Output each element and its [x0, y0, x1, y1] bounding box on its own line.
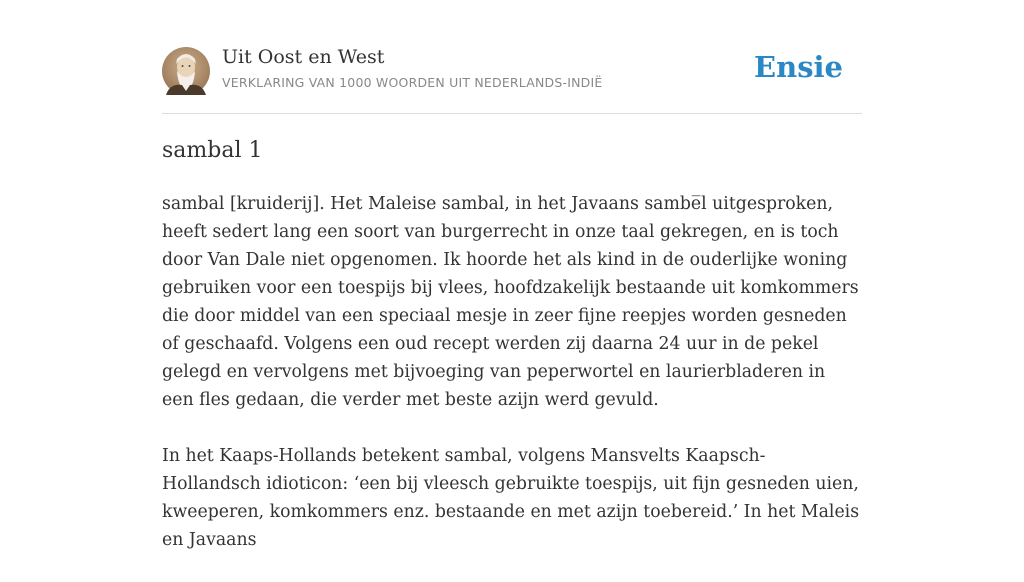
- source-avatar[interactable]: [162, 47, 210, 95]
- page-container: [162, 0, 862, 550]
- source-subtitle: VERKLARING VAN 1000 WOORDEN UIT NEDERLANDS-INDIË: [222, 75, 603, 90]
- brand-logo-link[interactable]: Ensie: [754, 50, 843, 84]
- entry-body: [162, 190, 862, 582]
- entry-paragraph: sambal [kruiderij]. Het Maleise sambal, in het Javaans sambe̅l uitgesproken, heeft sedert lang een soort van burgerrecht in onze taal gekregen, en is toch door Van Dale niet opgenomen. Ik hoorde het als kind in de ouderlijke woning gebruiken voor een toespijs bij vlees, hoofdzakelijk bestaande uit komkommers die door middel van een speciaal mesje in zeer fijne reepjes worden gesneden of geschaafd. Volgens een oud recept werden zij daarna 24 uur in de pekel gelegd en vervolgens met bijvoeging van peperwortel en laurierbladeren in een fles gedaan, die verder met beste azijn werd gevuld.: [162, 194, 859, 410]
- source-header: [162, 0, 862, 114]
- portrait-icon: [162, 47, 210, 95]
- entry-title: sambal 1: [162, 138, 263, 163]
- entry-paragraph: In het Kaaps-Hollands betekent sambal, volgens Mansvelts Kaapsch-Hollandsch idioticon: ‘een bij vleesch gebruikte toespijs, uit fijn gesneden uien, kweeperen, komkommers enz. bestaande en met azijn toebereid.’ In het Maleis en Javaans: [162, 446, 860, 550]
- source-title[interactable]: Uit Oost en West: [222, 46, 385, 68]
